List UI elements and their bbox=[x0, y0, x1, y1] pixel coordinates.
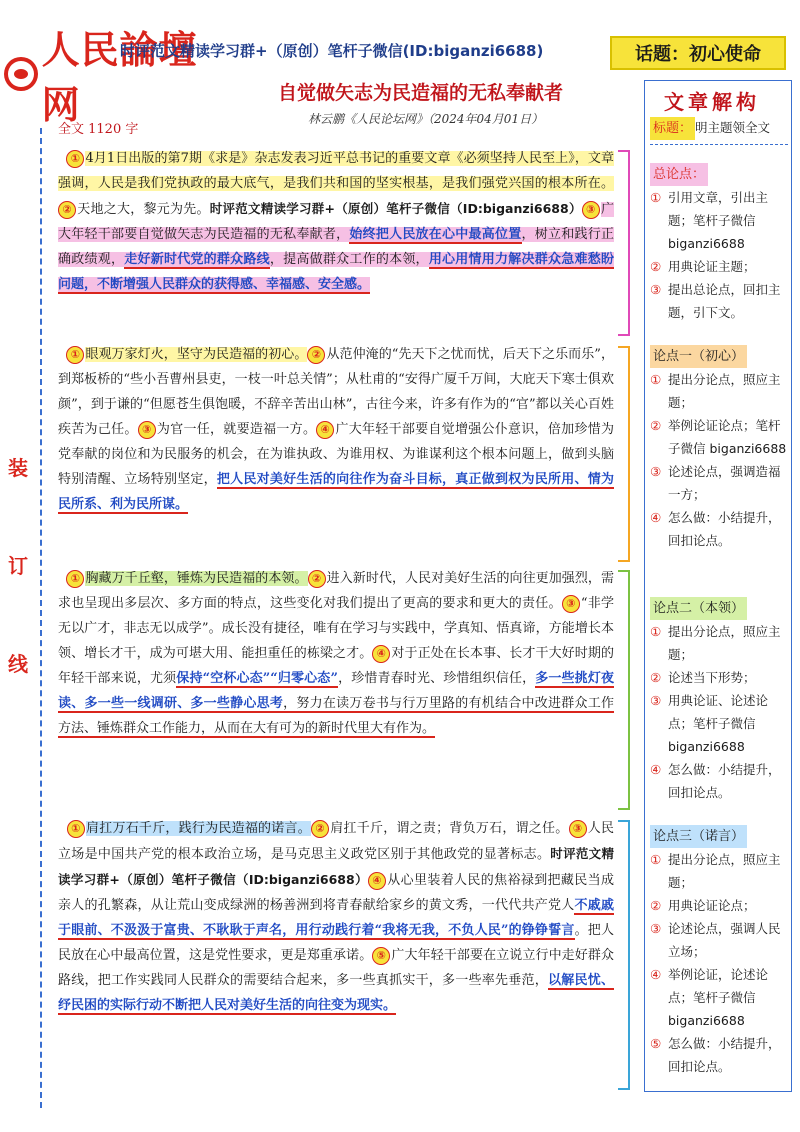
section-head: 总论点： bbox=[650, 163, 708, 186]
structure-item bbox=[650, 186, 788, 255]
item-text: 论述论点，强调造福一方； bbox=[668, 464, 781, 502]
structure-item bbox=[650, 894, 788, 917]
item-number: ④ bbox=[650, 762, 662, 777]
sentence-text: 4月1日出版的第7期《求是》杂志发表习近平总书记的重要文章《必须坚持人民至上》，文章强调，人民是我们党执政的最大底气，是我们共和国的坚实根基，是我们强党兴国的根本所在。 bbox=[58, 151, 614, 191]
paragraph-point-two bbox=[58, 566, 614, 741]
word-count: 全文 1120 字 bbox=[58, 122, 139, 137]
bracket-point-three bbox=[618, 820, 630, 1090]
item-text: 怎么做：小结提升，回扣论点。 bbox=[668, 762, 781, 800]
structure-item bbox=[650, 620, 788, 666]
bracket-intro bbox=[618, 150, 630, 336]
paragraph-point-one bbox=[58, 342, 614, 517]
sentence-text: 广大年轻干部要自觉增强公仆意识，倍加珍惜为党奉献的岗位和为民服务的机会，在为谁执政、为谁用权、为谁谋利这个根本问题上，做到头脑特别清醒、立场特别坚定， bbox=[58, 422, 614, 487]
item-number: ③ bbox=[650, 464, 662, 479]
structure-item bbox=[650, 255, 788, 278]
item-number: ② bbox=[650, 418, 662, 433]
bracket-point-one bbox=[618, 346, 630, 562]
point-heading: 肩扛万石千斤，践行为民造福的诺言。 bbox=[85, 821, 312, 836]
key-phrase: 始终把人民放在心中最高位置 bbox=[349, 227, 522, 242]
item-number: ① bbox=[650, 852, 662, 867]
sentence-number: ② bbox=[58, 201, 76, 219]
sentence-number: ① bbox=[67, 820, 85, 838]
sentence-text: 广大年轻干部要自觉做矢志为民造福的无私奉献者， bbox=[58, 202, 614, 242]
item-number: ③ bbox=[650, 921, 662, 936]
sentence-number: ④ bbox=[372, 645, 390, 663]
item-number: ① bbox=[650, 624, 662, 639]
sentence-text: 。把人民放在心中最高位置，这是党性要求，更是郑重承诺。 bbox=[58, 923, 614, 963]
sentence-number: ③ bbox=[569, 820, 587, 838]
item-number: ③ bbox=[650, 693, 662, 708]
item-text: 论述论点，强调人民立场； bbox=[668, 921, 781, 959]
sentence-number: ③ bbox=[562, 595, 580, 613]
bracket-point-two bbox=[618, 570, 630, 810]
article-title: 自觉做矢志为民造福的无私奉献者 bbox=[278, 82, 564, 104]
structure-note: 明主题领全文 bbox=[695, 120, 771, 135]
structure-item bbox=[650, 368, 788, 414]
sentence-text: ，珍惜青春时光、珍惜组织信任， bbox=[337, 671, 536, 686]
item-text: 论述当下形势； bbox=[668, 670, 756, 685]
topic-badge: 话题：初心使命 bbox=[610, 36, 786, 70]
item-text: 怎么做：小结提升，回扣论点。 bbox=[668, 510, 781, 548]
sentence-number: ② bbox=[307, 346, 325, 364]
item-number: ③ bbox=[650, 282, 662, 297]
item-number: ① bbox=[650, 190, 662, 205]
header-banner: 时评范文精读学习群+（原创）笔杆子微信(ID:biganzi6688) bbox=[120, 42, 544, 60]
section-head: 论点一（初心） bbox=[650, 345, 747, 368]
structure-title: 文章解构 bbox=[664, 90, 760, 114]
item-text: 提出分论点，照应主题； bbox=[668, 852, 781, 890]
sentence-text: 天地之大，黎元为先。 bbox=[77, 202, 210, 217]
sentence-number: ② bbox=[311, 820, 329, 838]
key-phrase: 把人民对美好生活的向往作为奋斗目标，真正做到权为民所用、情为民所系、利为民所谋。 bbox=[58, 472, 614, 512]
sentence-number: ④ bbox=[316, 421, 334, 439]
item-text: 怎么做：小结提升，回扣论点。 bbox=[668, 1036, 781, 1074]
watermark-text: 时评范文精读学习群+（原创）笔杆子微信（ID:biganzi6688） bbox=[209, 201, 582, 216]
sentence-number: ④ bbox=[368, 872, 386, 890]
sentence-text: 对于正处在长本事、长才干大好时期的年轻干部来说，尤须 bbox=[58, 646, 614, 686]
structure-item bbox=[650, 1032, 788, 1078]
item-number: ④ bbox=[650, 967, 662, 982]
item-number: ② bbox=[650, 670, 662, 685]
item-number: ⑤ bbox=[650, 1036, 662, 1051]
paragraph-intro bbox=[58, 146, 614, 297]
sentence-number: ① bbox=[66, 150, 84, 168]
divider bbox=[650, 144, 788, 145]
key-phrase: 多一些挑灯夜读、多一些一线调研、多一些静心思考 bbox=[58, 671, 614, 711]
item-text: 用典论证论点； bbox=[668, 898, 756, 913]
sentence-text: “非学无以广才，非志无以成学”。成长没有捷径，唯有在学习与实践中，学真知、悟真谛，方能增长本领、增长才干，成为可堪大用、能担重任的栋梁之才。 bbox=[58, 596, 614, 661]
item-number: ④ bbox=[650, 510, 662, 525]
item-text: 举例论证论点；笔杆子微信 biganzi6688 bbox=[668, 418, 787, 456]
sentence-text: 肩扛千斤，谓之责；背负万石，谓之任。 bbox=[330, 821, 569, 836]
structure-item bbox=[650, 917, 788, 963]
item-text: 引用文章，引出主题；笔杆子微信 biganzi6688 bbox=[668, 190, 769, 251]
structure-title-note bbox=[650, 116, 788, 149]
structure-tag: 标题： bbox=[650, 117, 695, 140]
logo-text: 人民論壇网 bbox=[41, 27, 198, 127]
structure-item bbox=[650, 278, 788, 324]
structure-item bbox=[650, 963, 788, 1032]
sentence-number: ⑤ bbox=[372, 947, 390, 965]
point-heading: 眼观万家灯火，坚守为民造福的初心。 bbox=[85, 347, 308, 362]
structure-section-3 bbox=[650, 596, 788, 804]
sentence-text: ，树立和践行正确政绩观， bbox=[58, 227, 614, 267]
sentence-text: ，提高做群众工作的本领， bbox=[269, 252, 429, 267]
item-text: 举例论证，论述论点；笔杆子微信 biganzi6688 bbox=[668, 967, 769, 1028]
binding-line bbox=[40, 128, 42, 1108]
sentence-text: 从范仲淹的“先天下之忧而忧，后天下之乐而乐”，到郑板桥的“些小吾曹州县吏，一枝一叶总关情”；从杜甫的“安得广厦千万间，大庇天下寒士俱欢颜”，到于谦的“但愿苍生俱饱暖，不辞辛苦出山林”，古往今来，许多有作为的“官”都以关心百姓疾苦为己任。 bbox=[58, 347, 614, 437]
sentence-text: 广大年轻干部要在立说立行中走好群众路线，把工作实践同人民群众的需要结合起来，多一些真抓实干，多一些率先垂范， bbox=[58, 948, 614, 988]
structure-item bbox=[650, 689, 788, 758]
binding-char-2: 订 bbox=[8, 554, 28, 578]
section-head: 论点二（本领） bbox=[650, 597, 747, 620]
sentence-text: 为官一任，就要造福一方。 bbox=[156, 422, 317, 437]
structure-section-2 bbox=[650, 344, 788, 552]
sentence-number: ① bbox=[66, 346, 84, 364]
sentence-number: ① bbox=[66, 570, 84, 588]
structure-item bbox=[650, 666, 788, 689]
key-phrase: 以解民忧、纾民困的实际行动不断把人民对美好生活的向往变为现实。 bbox=[58, 973, 614, 1013]
structure-item bbox=[650, 848, 788, 894]
key-phrase: 不戚戚于眼前、不汲汲于富贵、不耿耿于声名，用行动践行着“我将无我，不负人民”的铮铮誓言 bbox=[58, 898, 614, 938]
watermark-text: 时评范文精读学习群+（原创）笔杆子微信（ID:biganzi6688） bbox=[58, 846, 614, 887]
item-number: ① bbox=[650, 372, 662, 387]
sentence-number: ③ bbox=[138, 421, 156, 439]
structure-item bbox=[650, 460, 788, 506]
key-phrase: 走好新时代党的群众路线 bbox=[124, 252, 270, 267]
key-phrase: 保持“空杯心态”“归零心态” bbox=[176, 671, 338, 686]
structure-item bbox=[650, 758, 788, 804]
structure-section-1 bbox=[650, 162, 788, 324]
article-byline: 林云鹏《人民论坛网》（2024年04月01日） bbox=[308, 112, 544, 126]
item-text: 提出分论点，照应主题； bbox=[668, 624, 781, 662]
sentence-text: 进入新时代，人民对美好生活的向往更加强烈，需求也呈现出多层次、多方面的特点，这些变化对我们提出了更高的要求和更大的责任。 bbox=[58, 571, 614, 611]
sentence-text: ，努力在读万卷书与行万里路的有机结合中改进群众工作方法、锤炼群众工作能力，从而在大有可为的新时代里大有作为。 bbox=[58, 696, 614, 736]
structure-section-4 bbox=[650, 824, 788, 1078]
item-number: ② bbox=[650, 898, 662, 913]
point-heading: 胸藏万千丘壑，锤炼为民造福的本领。 bbox=[85, 571, 308, 586]
sentence-text: 人民立场是中国共产党的根本政治立场，是马克思主义政党区别于其他政党的显著标志。 bbox=[58, 821, 614, 862]
item-text: 用典论证、论述论点；笔杆子微信 biganzi6688 bbox=[668, 693, 769, 754]
structure-item bbox=[650, 506, 788, 552]
section-head: 论点三（诺言） bbox=[650, 825, 747, 848]
structure-item bbox=[650, 414, 788, 460]
sentence-text: 从心里装着人民的焦裕禄到把藏民当成亲人的孔繁森，从让荒山变成绿洲的杨善洲到将青春献给家乡的黄文秀，一代代共产党人 bbox=[58, 873, 614, 913]
item-text: 提出分论点，照应主题； bbox=[668, 372, 781, 410]
paragraph-point-three bbox=[58, 816, 614, 1018]
sentence-number: ③ bbox=[582, 201, 600, 219]
item-number: ② bbox=[650, 259, 662, 274]
logo-emblem-icon bbox=[4, 57, 38, 91]
item-text: 用典论证主题； bbox=[668, 259, 756, 274]
key-phrase: 用心用情用力解决群众急难愁盼问题，不断增强人民群众的获得感、幸福感、安全感。 bbox=[58, 252, 614, 292]
binding-char-3: 线 bbox=[8, 652, 28, 676]
item-text: 提出总论点，回扣主题，引下文。 bbox=[668, 282, 781, 320]
sentence-number: ② bbox=[308, 570, 326, 588]
binding-char-1: 装 bbox=[8, 456, 28, 480]
